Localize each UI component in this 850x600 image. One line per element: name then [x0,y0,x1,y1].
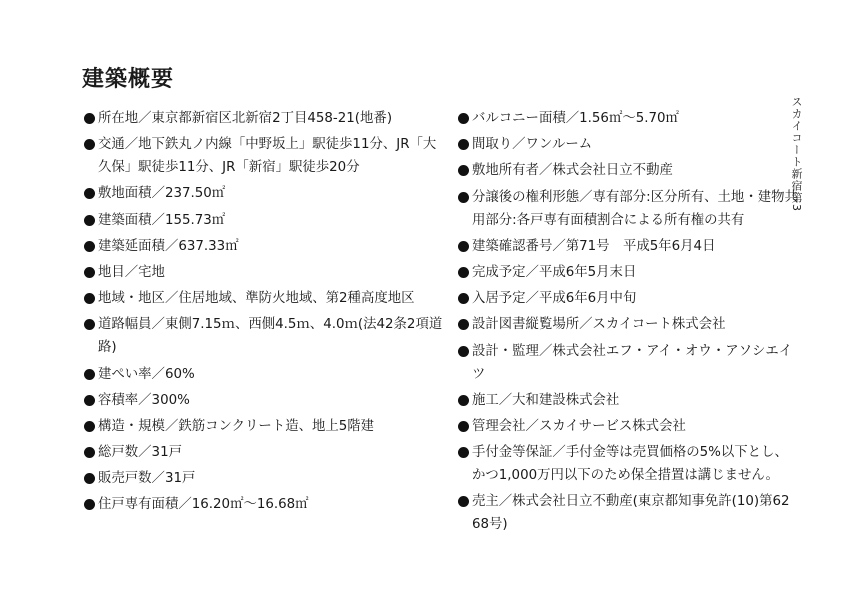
bullet-dot-icon [458,346,469,357]
list-item [458,441,798,487]
list-item [84,313,444,359]
list-item-text: 交通／地下鉄丸ノ内線「中野坂上」駅徒歩11分、JR「大久保」駅徒歩11分、JR「新宿」駅徒歩20分 [98,137,437,176]
left-column [84,107,444,520]
list-item-text: 設計図書縦覧場所／スカイコート株式会社 [472,317,726,333]
bullet-dot-icon [458,165,469,176]
list-item-text: 間取り／ワンルーム [472,137,593,153]
list-item-text: 完成予定／平成6年5月末日 [472,264,637,280]
list-item-text: 道路幅員／東側7.15ｍ、西側4.5ｍ、4.0ｍ(法42条2項道路) [98,317,443,356]
list-item-text: 所在地／東京都新宿区北新宿2丁目458-21(地番) [98,111,393,126]
list-item [458,490,798,536]
list-item-text: 構造・規模／鉄筋コンクリート造、地上5階建 [98,418,375,434]
bullet-dot-icon [84,319,95,330]
bullet-dot-icon [84,395,95,406]
bullet-dot-icon [84,447,95,458]
list-item [84,493,444,516]
list-item-text: 管理会社／スカイサービス株式会社 [472,418,686,434]
list-item-text: 地域・地区／住居地域、準防火地域、第2種高度地区 [98,291,415,307]
list-item-text: 総戸数／31戸 [98,445,182,461]
bullet-dot-icon [84,113,95,124]
side-label: スカイコート新宿第3 [790,96,803,212]
list-item [458,340,798,386]
list-item [84,287,444,310]
list-item-text: 入居予定／平成6年6月中旬 [472,291,637,307]
bullet-dot-icon [84,188,95,199]
list-item [84,467,444,490]
bullet-dot-icon [458,447,469,458]
list-item-text: 手付金等保証／手付金等は売買価格の5%以下とし、かつ1,000万円以下のため保全措置は講じません。 [472,445,788,484]
bullet-dot-icon [458,241,469,252]
bullet-dot-icon [458,293,469,304]
list-item-text: 建築延面積／637.33㎡ [98,238,239,254]
list-item [458,415,798,438]
list-item-text: 敷地面積／237.50㎡ [98,186,226,202]
list-item [458,261,798,284]
list-item-text: バルコニー面積／1.56㎡～5.70㎡ [472,111,679,126]
list-item [84,261,444,284]
page-title: 建築概要 [82,67,175,92]
list-item [458,389,798,412]
list-item [84,133,444,179]
bullet-dot-icon [84,421,95,432]
list-item-text: 売主／株式会社日立不動産(東京都知事免許(10)第6268号) [472,494,790,533]
bullet-dot-icon [84,267,95,278]
list-item [84,209,444,232]
bullet-dot-icon [458,395,469,406]
list-item-text: 地目／宅地 [98,264,165,280]
list-item [84,182,444,205]
list-item-text: 建築面積／155.73㎡ [98,212,226,228]
list-item-text: 敷地所有者／株式会社日立不動産 [472,163,673,179]
list-item [84,235,444,258]
list-item-text: 分譲後の権利形態／専有部分:区分所有、土地・建物共用部分:各戸専有面積割合による所有権の共有 [472,189,798,228]
list-item [458,133,798,156]
list-item [458,235,798,258]
list-item [458,159,798,182]
list-item [458,186,798,232]
bullet-dot-icon [84,215,95,226]
list-item-text: 建ぺい率／60% [98,366,195,382]
bullet-dot-icon [458,319,469,330]
list-item-text: 販売戸数／31戸 [98,471,196,487]
bullet-dot-icon [458,113,469,124]
bullet-dot-icon [84,499,95,510]
list-item [458,287,798,310]
list-item [84,441,444,464]
bullet-dot-icon [84,369,95,380]
right-column [458,107,798,539]
list-item-text: 施工／大和建設株式会社 [472,392,620,408]
list-item [84,363,444,386]
list-item-text: 建築確認番号／第71号 平成5年6月4日 [472,238,716,254]
list-item [84,107,444,130]
bullet-dot-icon [458,192,469,203]
bullet-dot-icon [458,496,469,507]
list-item [458,313,798,336]
list-item-text: 設計・監理／株式会社エフ・アイ・オウ・アソシエイツ [472,343,793,382]
list-item [458,107,798,130]
bullet-dot-icon [84,293,95,304]
bullet-dot-icon [84,139,95,150]
bullet-dot-icon [84,241,95,252]
list-item [84,415,444,438]
list-item [84,389,444,412]
list-item-text: 容積率／300% [98,392,190,408]
list-item-text: 住戸専有面積／16.20㎡～16.68㎡ [98,497,309,513]
bullet-dot-icon [458,267,469,278]
bullet-dot-icon [458,139,469,150]
bullet-dot-icon [458,421,469,432]
bullet-dot-icon [84,473,95,484]
